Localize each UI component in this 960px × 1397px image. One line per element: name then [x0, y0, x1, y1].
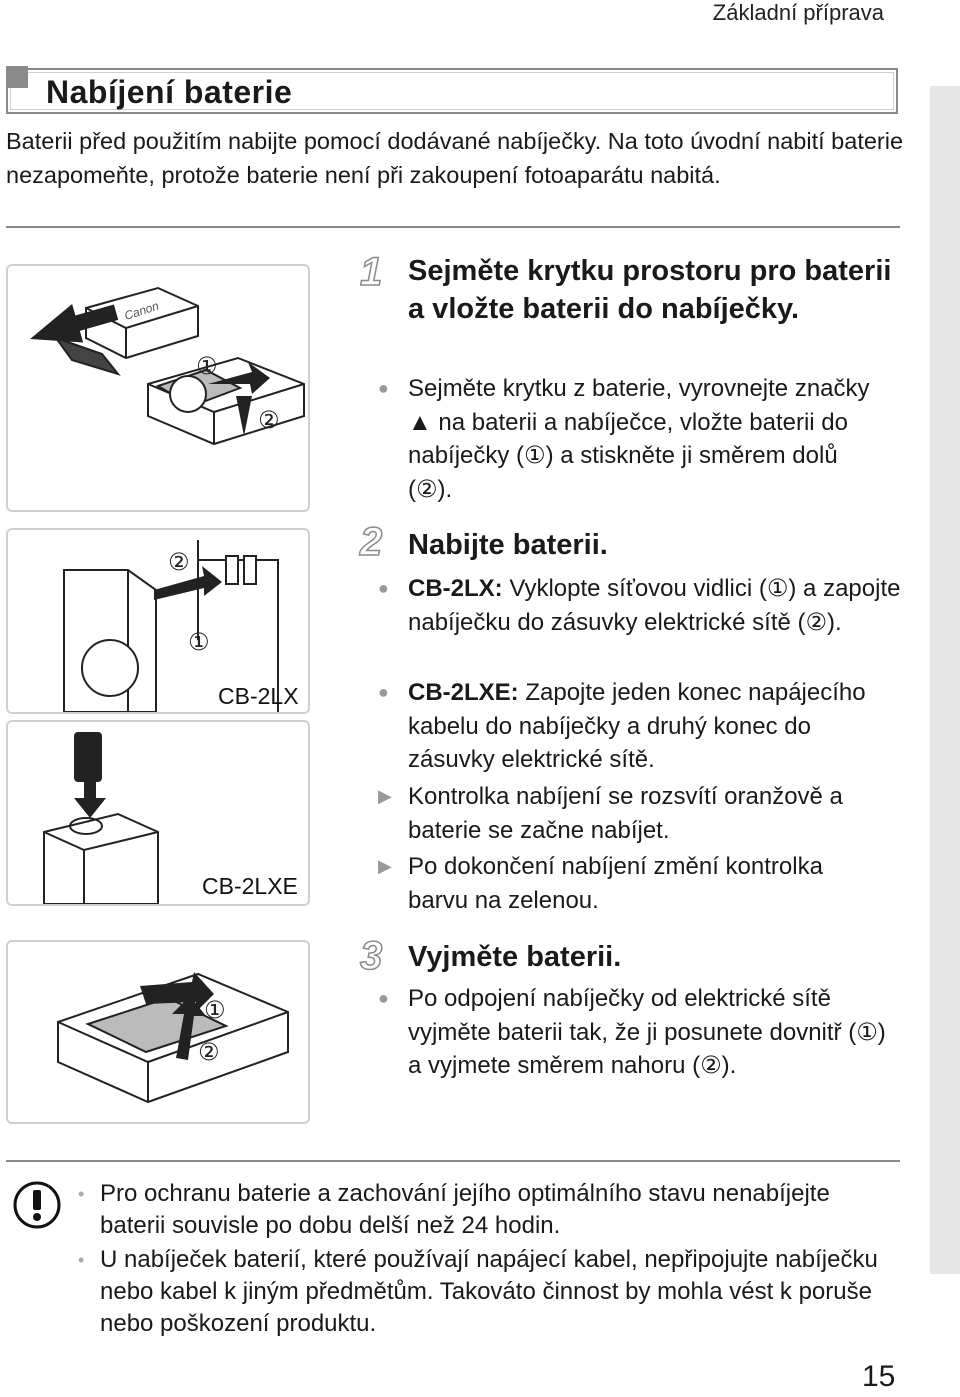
bullet-dot-icon: • — [78, 1184, 85, 1204]
section-header: Základní příprava — [712, 0, 884, 25]
bullet-text: Po odpojení nabíječky od elektrické sítě vyjměte baterii tak, že ji posunete dovnitř (①) a vyjmete směrem nahoru (②). — [408, 985, 886, 1079]
bullet-text: Zapojte jeden konec napájecího kabelu do nabíječky a druhý konec do zásuvky elektrické sítě. — [408, 679, 866, 773]
step-1-bullet-1 — [378, 372, 878, 506]
bullet-dot-icon: ● — [378, 578, 389, 598]
warning-item-1 — [78, 1178, 880, 1242]
callout-2b-text: ② — [168, 548, 190, 576]
bullet-bold: CB-2LX: — [408, 575, 503, 602]
step-2-bullet-4 — [378, 850, 888, 917]
brand-text: Canon — [122, 298, 161, 323]
step-2-number: 2 — [360, 520, 383, 564]
bullet-text: Vyklopte síťovou vidlici (①) a zapojte nabíječku do zásuvky elektrické sítě (②). — [408, 575, 901, 636]
bullet-dot-icon: ● — [378, 682, 389, 702]
bullet-dot-icon: ● — [378, 378, 389, 398]
divider-bottom — [6, 1160, 900, 1162]
warning-text: U nabíječek baterií, které používají napájecí kabel, nepřipojujte nabíječku nebo kabel k jiným předmětům. Takováto činnost by mohla vést k poruše nebo poškození produktu. — [100, 1246, 878, 1337]
page-title: Nabíjení baterie — [46, 74, 293, 110]
step-1-title: Sejměte krytku prostoru pro baterii a vložte baterii do nabíječky. — [408, 255, 892, 325]
bullet-bold: CB-2LXE: — [408, 679, 519, 706]
result-arrow-icon: ▶ — [378, 856, 392, 876]
bullet-text: Sejměte krytku z baterie, vyrovnejte značky ▲ na baterii a nabíječce, vložte baterii do nabíječky (①) a stiskněte ji směrem dolů (②). — [408, 375, 870, 503]
step-2-bullet-2 — [378, 676, 888, 777]
warning-text: Pro ochranu baterie a zachování jejího optimálního stavu nenabíjejte baterii souvisle po dobu delší než 24 hodin. — [100, 1180, 830, 1239]
step-2-bullet-1 — [378, 572, 908, 639]
step-2-bullet-3 — [378, 780, 888, 847]
step-2-title: Nabijte baterii. — [408, 529, 608, 561]
title-marker-icon — [6, 66, 28, 88]
exclamation-circle-icon — [12, 1180, 62, 1230]
callout-1b-text: ① — [188, 628, 210, 656]
step-3-title: Vyjměte baterii. — [408, 941, 622, 973]
bullet-dot-icon: ● — [378, 988, 389, 1008]
step-3-bullet-1 — [378, 982, 898, 1083]
callout-1c-text: ① — [204, 996, 226, 1024]
callout-1-text: ① — [196, 352, 218, 380]
bullet-text: Po dokončení nabíjení změní kontrolka barvu na zelenou. — [408, 853, 823, 914]
label-cb2lxe: CB-2LXE — [202, 873, 298, 899]
page-number: 15 — [862, 1360, 896, 1393]
illustration-cb2lx — [6, 528, 310, 714]
illustration-insert-battery — [6, 264, 310, 512]
divider-top — [6, 226, 900, 228]
side-tab — [930, 86, 960, 1274]
bullet-dot-icon: • — [78, 1250, 85, 1270]
warning-item-2 — [78, 1244, 880, 1340]
bullet-text: Kontrolka nabíjení se rozsvítí oranžově a baterie se začne nabíjet. — [408, 783, 843, 844]
result-arrow-icon: ▶ — [378, 786, 392, 806]
intro-paragraph: Baterii před použitím nabijte pomocí dodávané nabíječky. Na toto úvodní nabití baterie nezapomeňte, protože baterie není při zakoupení fotoaparátu nabitá. — [6, 128, 904, 188]
illustration-remove-battery — [6, 940, 310, 1124]
callout-2-text: ② — [258, 406, 280, 434]
label-cb2lx: CB-2LX — [218, 683, 299, 709]
illustration-cb2lxe — [6, 720, 310, 906]
callout-2c-text: ② — [198, 1038, 220, 1066]
step-1-number: 1 — [360, 250, 383, 294]
step-3-number: 3 — [360, 934, 383, 978]
